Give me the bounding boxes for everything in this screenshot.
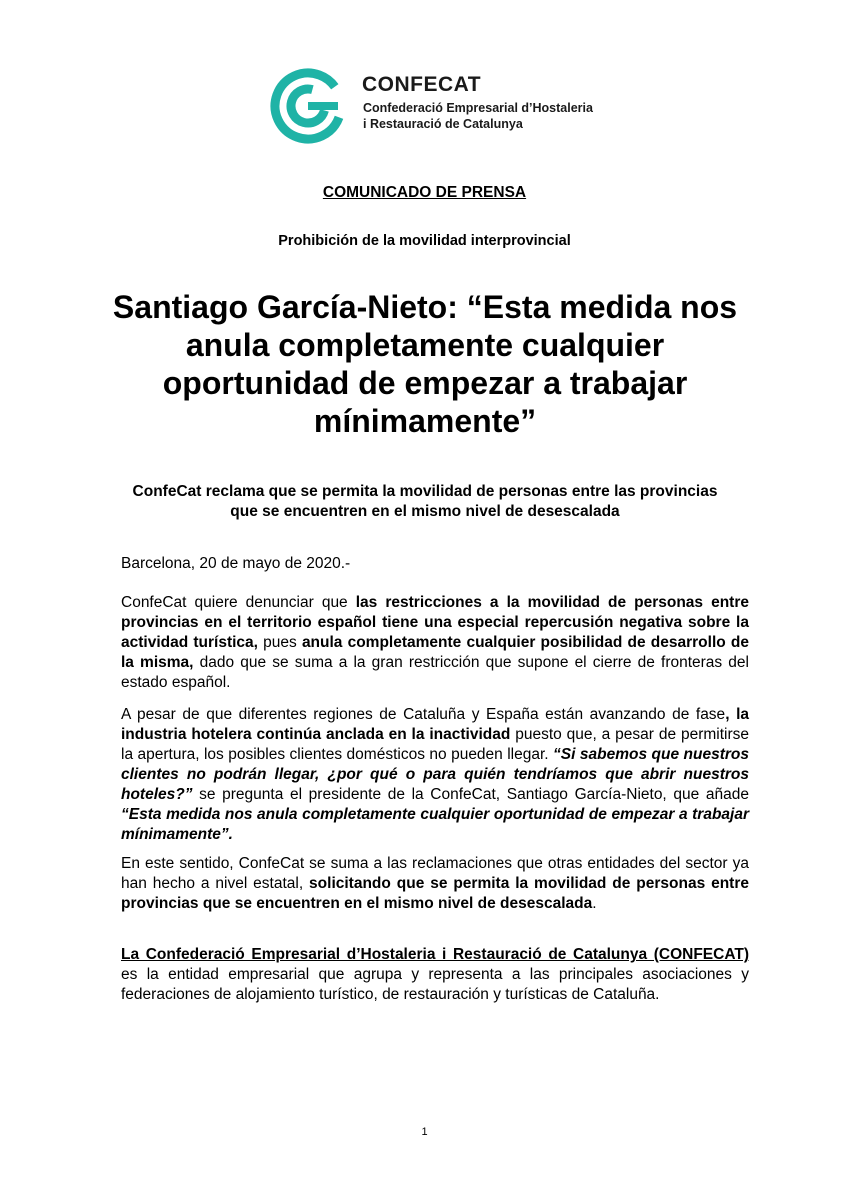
logo-tagline-line1: Confederació Empresarial d’Hostaleria: [363, 101, 593, 115]
text-run: ConfeCat quiere denunciar que: [121, 594, 356, 611]
paragraph-3: [121, 854, 749, 914]
confecat-logo: [268, 64, 598, 148]
confecat-logo-icon: [268, 66, 348, 146]
bold-run: solicitando que se permita la movilidad de personas entre provincias que se encuentren en el mismo nivel de desescalada: [121, 875, 749, 912]
logo-tagline-line2: i Restauració de Catalunya: [363, 117, 523, 131]
paragraph-1: [121, 593, 749, 693]
logo-brand-name: CONFECAT: [362, 73, 482, 96]
bold-italic-quote: “Si sabemos que nuestros clientes no podrán llegar, ¿por qué o para quién tendríamos que abrir nuestros hoteles?”: [121, 746, 749, 803]
press-release-kicker: COMUNICADO DE PRENSA: [322, 184, 527, 201]
dateline: Barcelona, 20 de mayo de 2020.-: [121, 555, 351, 572]
page-number: 1: [421, 1126, 428, 1138]
paragraph-2: [121, 705, 749, 845]
bold-run: anula completamente cualquier posibilidad de desarrollo de la misma,: [121, 634, 749, 671]
text-run: dado que se suma a la gran restricción que supone el cierre de fronteras del estado español.: [121, 654, 749, 691]
text-run: En este sentido, ConfeCat se suma a las reclamaciones que otras entidades del sector ya han hecho a nivel estatal,: [121, 855, 749, 892]
text-run: A pesar de que diferentes regiones de Cataluña y España están avanzando de fase: [121, 706, 726, 723]
bold-italic-quote: “Esta medida nos anula completamente cualquier oportunidad de empezar a trabajar mínimamente”.: [121, 806, 749, 843]
headline: Santiago García-Nieto: “Esta medida nos anula completamente cualquier oportunidad de empezar a trabajar mínimamente”: [112, 289, 738, 439]
bold-run: las restricciones a la movilidad de personas entre provincias en el territorio español tiene una especial repercusión negativa sobre la actividad turística,: [121, 594, 749, 651]
text-run: puesto que, a pesar de permitirse la apertura, los posibles clientes domésticos no pueden llegar.: [121, 726, 749, 763]
text-run: se pregunta el presidente de la ConfeCat, Santiago García-Nieto, que añade: [192, 786, 749, 803]
organization-name: La Confederació Empresarial d’Hostaleria i Restauració de Catalunya (CONFECAT): [121, 946, 749, 963]
text-run: .: [592, 895, 597, 912]
subheadline: Prohibición de la movilidad interprovincial: [278, 233, 571, 249]
text-run: pues: [257, 634, 302, 651]
bold-run: , la industria hotelera continúa anclada en la inactividad: [121, 706, 749, 743]
paragraph-4-about: [121, 945, 749, 1005]
text-run: es la entidad empresarial que agrupa y representa a las principales asociaciones y federaciones de alojamiento turístico, de restauración y turísticas de Cataluña.: [121, 966, 749, 1003]
lead-paragraph: ConfeCat reclama que se permita la movilidad de personas entre las provincias que se encuentren en el mismo nivel de desescalada: [132, 483, 718, 520]
